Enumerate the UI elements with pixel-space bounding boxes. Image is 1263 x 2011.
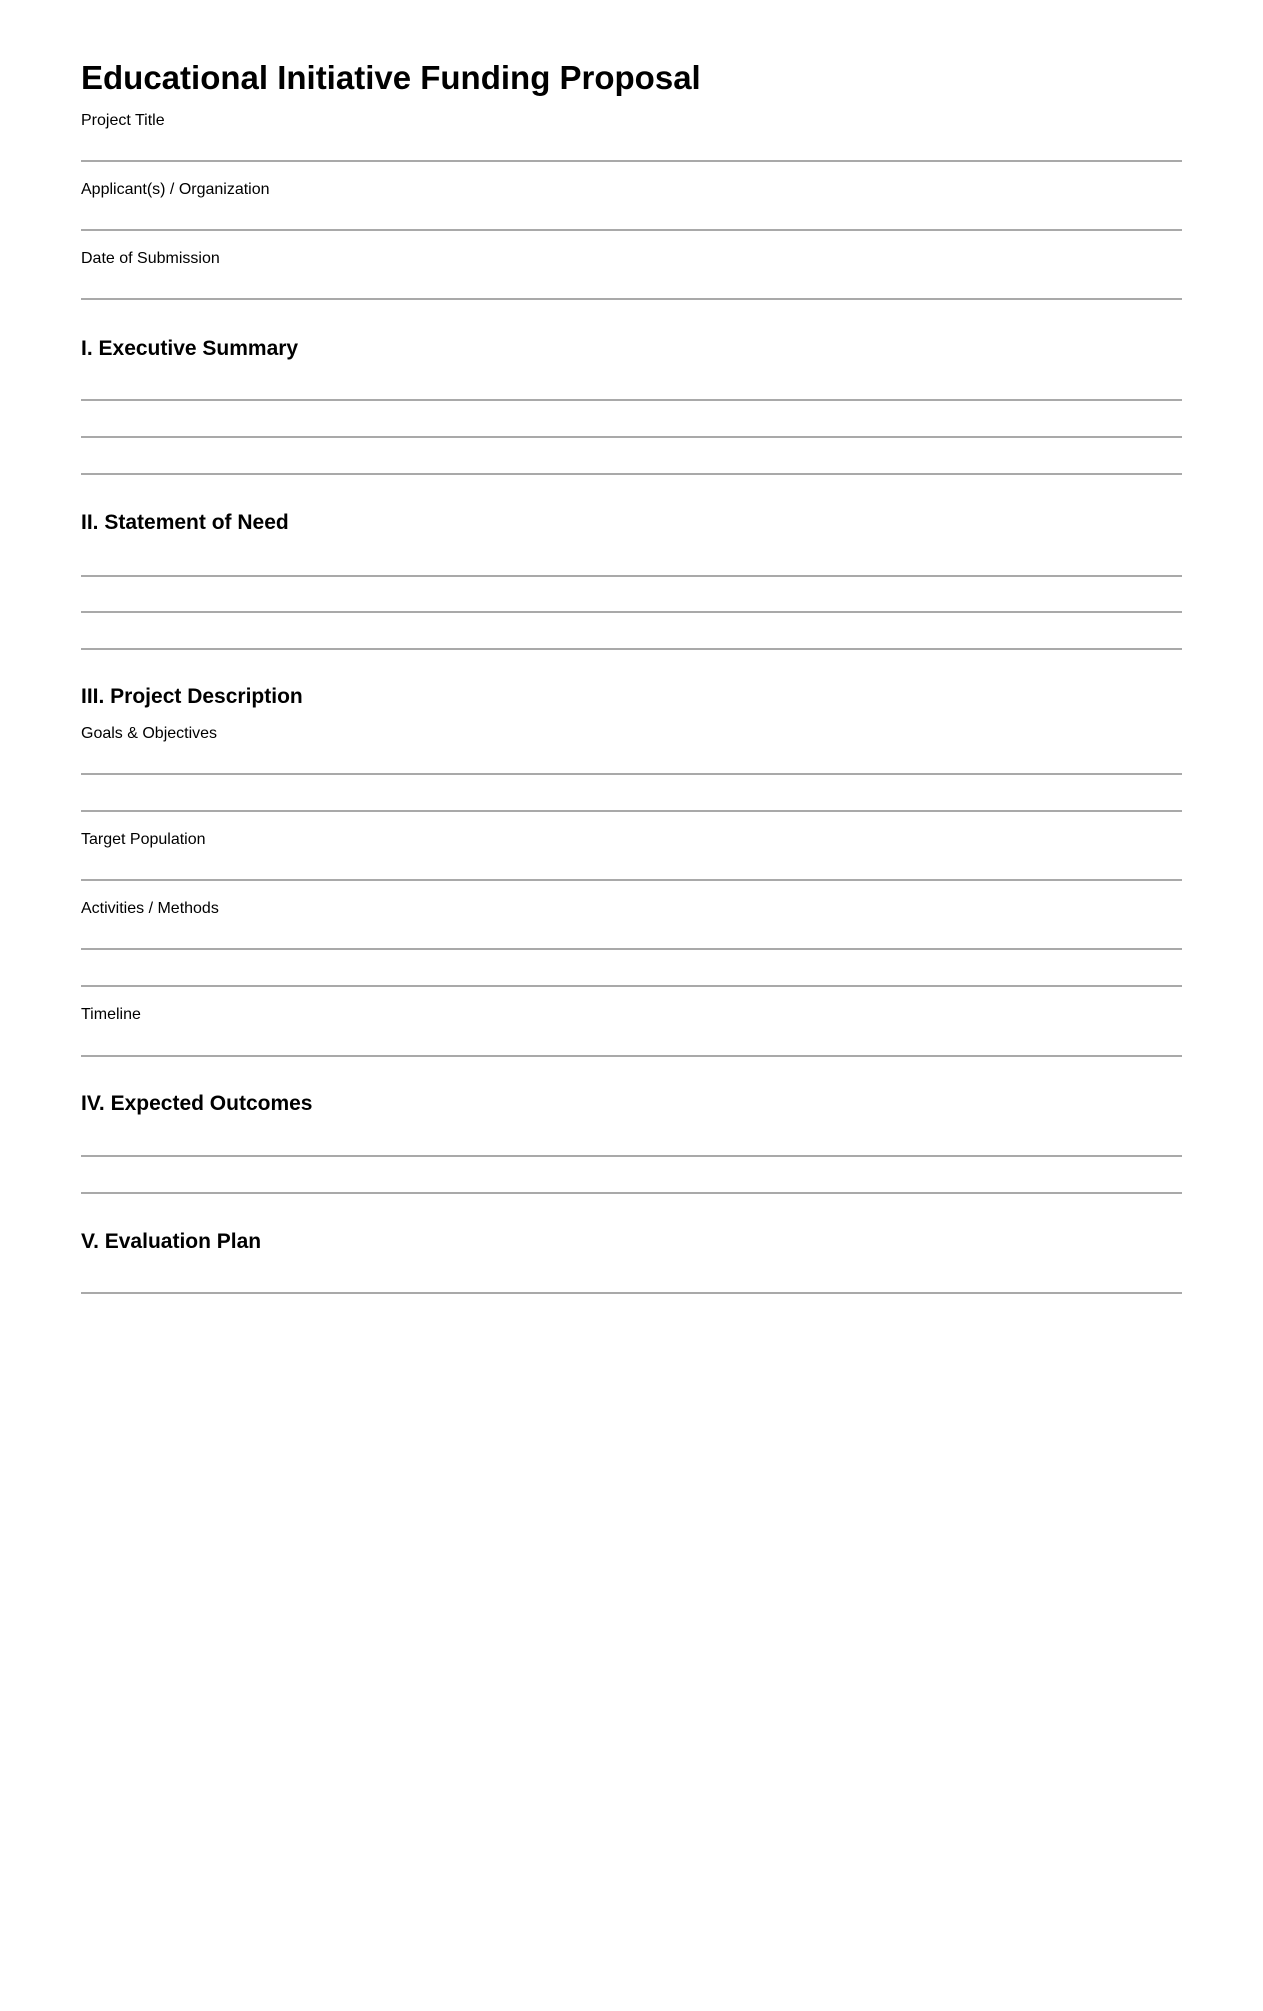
statement-of-need-line-3[interactable] (81, 648, 1182, 650)
activities-methods-line-2[interactable] (81, 985, 1182, 987)
target-population-line[interactable] (81, 879, 1182, 881)
section-heading-project-description: III. Project Description (81, 685, 303, 708)
field-label-goals-objectives: Goals & Objectives (81, 725, 218, 742)
executive-summary-line-2[interactable] (81, 436, 1182, 438)
document-title: Educational Initiative Funding Proposal (81, 59, 701, 96)
field-label-date: Date of Submission (81, 250, 220, 267)
goals-objectives-line-1[interactable] (81, 773, 1182, 775)
statement-of-need-line-2[interactable] (81, 611, 1182, 613)
section-heading-statement-of-need: II. Statement of Need (81, 511, 289, 534)
field-label-target-population: Target Population (81, 831, 206, 848)
executive-summary-line-1[interactable] (81, 399, 1182, 401)
activities-methods-line-1[interactable] (81, 948, 1182, 950)
expected-outcomes-line-2[interactable] (81, 1192, 1182, 1194)
field-label-timeline: Timeline (81, 1006, 141, 1023)
expected-outcomes-line-1[interactable] (81, 1155, 1182, 1157)
project-title-line[interactable] (81, 160, 1182, 162)
field-label-applicant: Applicant(s) / Organization (81, 181, 270, 198)
timeline-line[interactable] (81, 1055, 1182, 1057)
executive-summary-line-3[interactable] (81, 473, 1182, 475)
field-label-activities-methods: Activities / Methods (81, 900, 219, 917)
evaluation-plan-line-1[interactable] (81, 1292, 1182, 1294)
field-label-project-title: Project Title (81, 112, 165, 129)
section-heading-evaluation-plan: V. Evaluation Plan (81, 1230, 262, 1253)
goals-objectives-line-2[interactable] (81, 810, 1182, 812)
statement-of-need-line-1[interactable] (81, 575, 1182, 577)
applicant-line[interactable] (81, 229, 1182, 231)
date-of-submission-line[interactable] (81, 298, 1182, 300)
section-heading-expected-outcomes: IV. Expected Outcomes (81, 1092, 313, 1115)
section-heading-executive-summary: I. Executive Summary (81, 337, 299, 360)
